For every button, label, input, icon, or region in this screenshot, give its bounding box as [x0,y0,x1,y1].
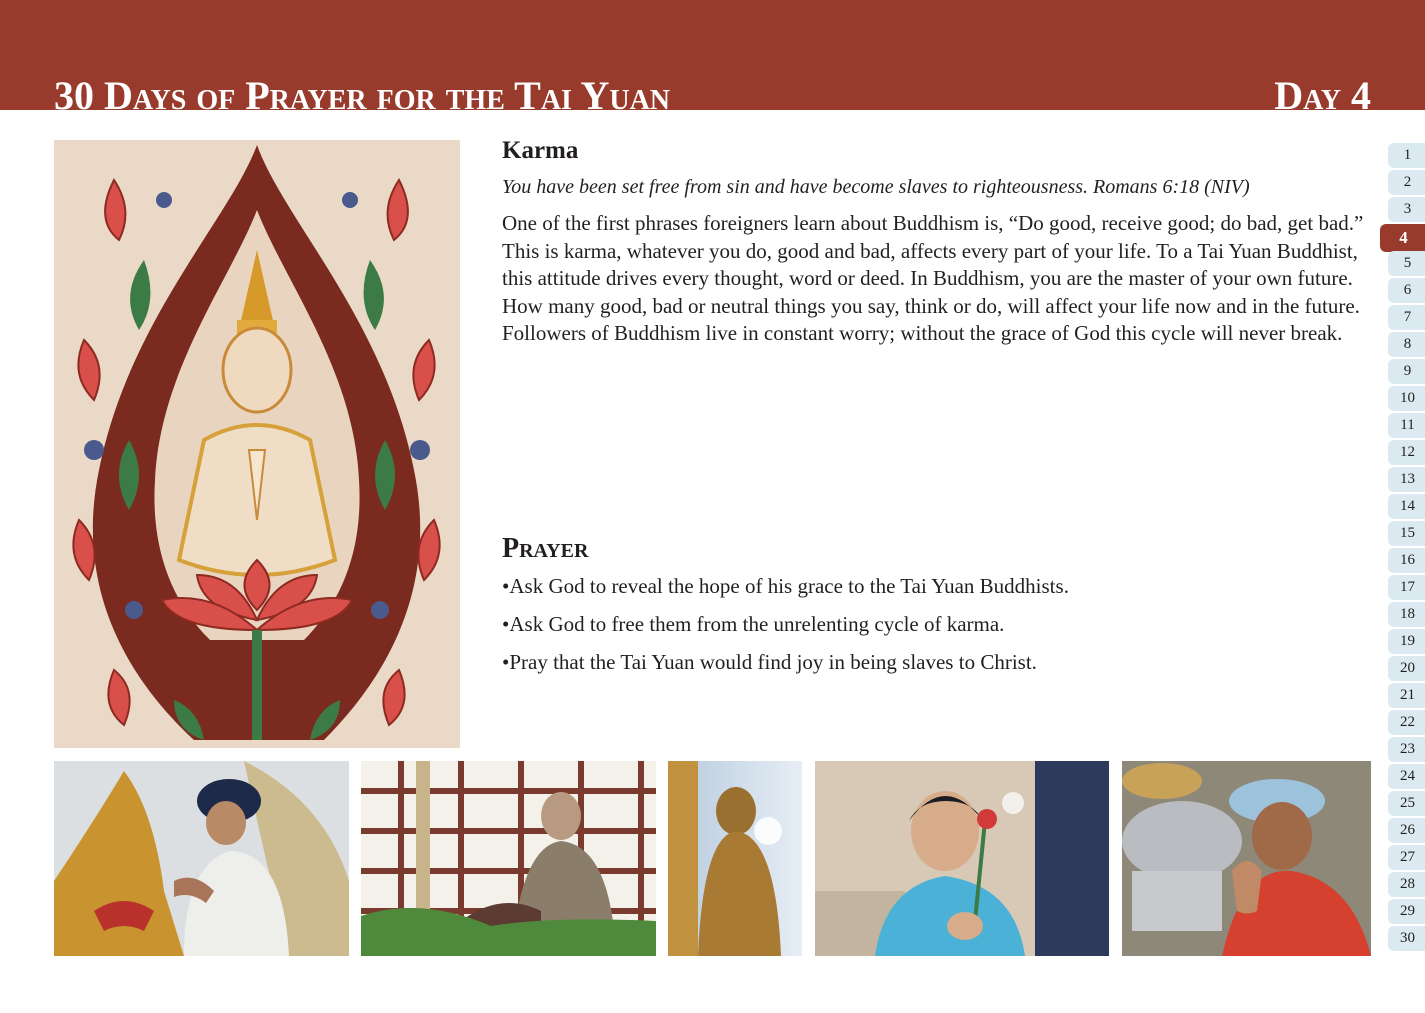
day-tab-16[interactable]: 16 [1388,548,1425,573]
day-tab-17[interactable]: 17 [1388,575,1425,600]
day-tab-18[interactable]: 18 [1388,602,1425,627]
day-tab-29[interactable]: 29 [1388,899,1425,924]
day-tab-15[interactable]: 15 [1388,521,1425,546]
day-tab-2[interactable]: 2 [1388,170,1425,195]
day-tab-21[interactable]: 21 [1388,683,1425,708]
day-tab-24[interactable]: 24 [1388,764,1425,789]
day-tab-22[interactable]: 22 [1388,710,1425,735]
day-tab-4[interactable]: 4 [1380,224,1425,252]
day-tab-9[interactable]: 9 [1388,359,1425,384]
prayer-item: •Ask God to free them from the unrelenting cycle of karma. [502,612,1005,636]
photo-man-with-flowers [815,761,1109,956]
photo-man-praying [1122,761,1371,956]
day-tab-11[interactable]: 11 [1388,413,1425,438]
day-tab-14[interactable]: 14 [1388,494,1425,519]
day-tab-30[interactable]: 30 [1388,926,1425,951]
prayer-item: •Ask God to reveal the hope of his grace to the Tai Yuan Buddhists. [502,574,1069,598]
page-title: 30 Days of Prayer for the Tai Yuan [54,73,671,118]
prayer-section [502,532,1362,686]
day-tab-5[interactable]: 5 [1388,251,1425,276]
day-tab-27[interactable]: 27 [1388,845,1425,870]
day-tab-6[interactable]: 6 [1388,278,1425,303]
karma-section [502,136,1372,348]
day-tab-26[interactable]: 26 [1388,818,1425,843]
day-tab-12[interactable]: 12 [1388,440,1425,465]
day-tab-19[interactable]: 19 [1388,629,1425,654]
section-body: One of the first phrases foreigners learn about Buddhism is, “Do good, receive good; do bad, get bad.” This is karma, whatever you do, good and bad, affects every part of your life. To a Tai Yuan Buddhist, this attitude drives every thought, word or deed. In Buddhism, you are the master of your own future. How many good, bad or neutral things you say, think or do, will affect your life now and in the future. Followers of Buddhism live in constant worry; without the grace of God this cycle will never break. [502,211,1364,345]
day-tab-3[interactable]: 3 [1388,197,1425,222]
day-label: Day 4 [1274,73,1371,118]
prayer-item: •Pray that the Tai Yuan would find joy in being slaves to Christ. [502,650,1037,674]
prayer-heading: Prayer [502,533,589,564]
photo-golden-buddha [668,761,802,956]
day-tab-13[interactable]: 13 [1388,467,1425,492]
day-tab-7[interactable]: 7 [1388,305,1425,330]
photo-elderly-woman [361,761,656,956]
day-tab-8[interactable]: 8 [1388,332,1425,357]
section-heading: Karma [502,137,579,164]
day-tab-23[interactable]: 23 [1388,737,1425,762]
day-tab-10[interactable]: 10 [1388,386,1425,411]
photo-naga-craftsman [54,761,349,956]
day-tab-28[interactable]: 28 [1388,872,1425,897]
page-header [0,0,1425,118]
buddhist-mural-image [54,140,460,748]
bible-verse: You have been set free from sin and have become slaves to righteousness. Romans 6:18 (NIV) [502,176,1250,198]
day-tab-1[interactable]: 1 [1388,143,1425,168]
day-tab-25[interactable]: 25 [1388,791,1425,816]
day-tab-20[interactable]: 20 [1388,656,1425,681]
